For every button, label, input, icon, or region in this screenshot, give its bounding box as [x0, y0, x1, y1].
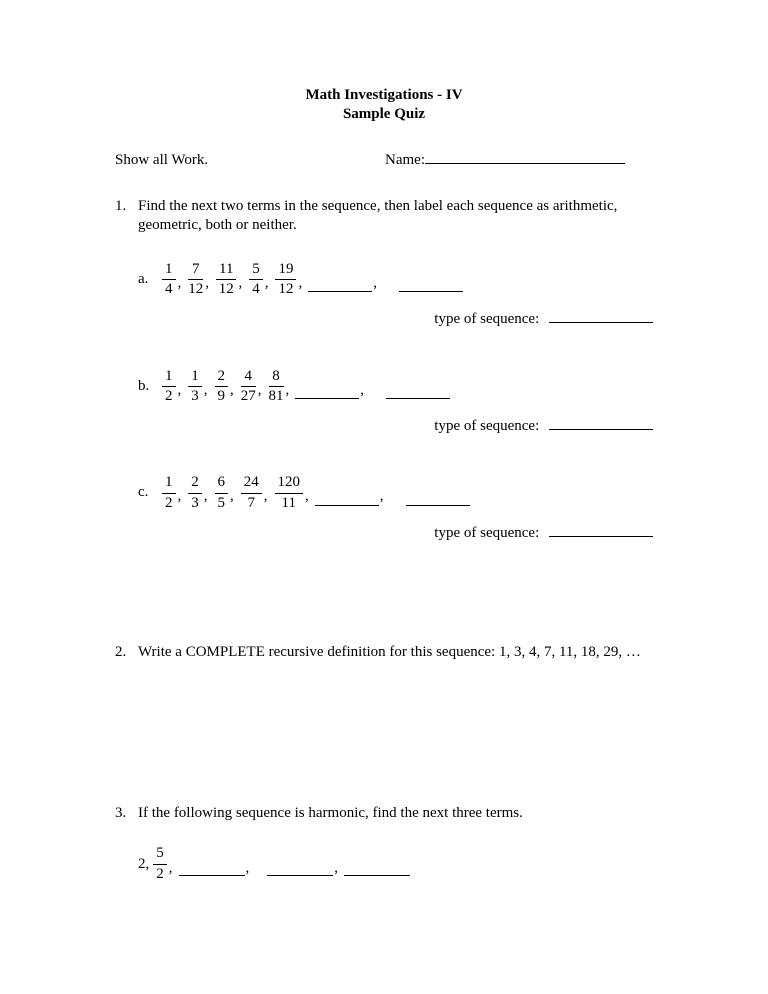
- answer-blank: [399, 279, 463, 292]
- answer-blank: [406, 493, 470, 506]
- fraction-numerator: 5: [153, 845, 167, 864]
- comma: ,: [379, 488, 384, 505]
- fraction-denominator: 27: [240, 387, 256, 404]
- answer-blank: [179, 863, 245, 876]
- fraction: [240, 474, 263, 512]
- question-2: [115, 643, 653, 662]
- fraction: [240, 368, 257, 406]
- fraction-denominator: 11: [281, 494, 296, 511]
- fraction: [214, 474, 230, 512]
- fraction-numerator: 7: [188, 261, 203, 280]
- sequence-part-b: [138, 368, 653, 437]
- comma: ,: [177, 381, 182, 398]
- fraction: [248, 261, 264, 299]
- question-2-number: 2.: [115, 644, 127, 660]
- fraction-numerator: 4: [241, 368, 256, 387]
- fraction-denominator: 2: [165, 494, 173, 511]
- sequence-row: [138, 261, 653, 299]
- comma: ,: [305, 488, 309, 505]
- fraction: [187, 368, 203, 406]
- type-of-sequence-label: type of sequence:: [434, 418, 540, 435]
- comma: ,: [263, 488, 268, 505]
- fraction-denominator: 2: [165, 387, 173, 404]
- answer-blank: [308, 279, 372, 292]
- fraction: [161, 474, 177, 512]
- fraction-denominator: 3: [191, 494, 199, 511]
- fraction-denominator: 9: [217, 387, 225, 404]
- part-label: c.: [138, 484, 149, 501]
- fraction-denominator: 12: [188, 281, 204, 298]
- fraction-sequence: [161, 261, 463, 299]
- document-subtitle: Sample Quiz: [342, 106, 426, 123]
- comma: ,: [245, 859, 250, 876]
- question-3-sequence-line: [115, 823, 653, 883]
- fraction-denominator: 5: [217, 494, 225, 511]
- fraction: [274, 474, 305, 512]
- type-of-sequence-row: [138, 417, 653, 436]
- name-field: [385, 148, 653, 170]
- comma: ,: [168, 859, 173, 876]
- fraction-numerator: 1: [188, 368, 202, 387]
- sequence-part-a: [138, 261, 653, 330]
- sequence-row: [138, 368, 653, 406]
- document-title-block: [115, 86, 653, 124]
- fraction-denominator: 2: [156, 865, 164, 882]
- question-1: [115, 197, 653, 235]
- fraction-denominator: 3: [191, 387, 199, 404]
- fraction-denominator: 4: [252, 281, 260, 298]
- answer-blank: [386, 386, 450, 399]
- comma: ,: [257, 381, 262, 398]
- fraction: [187, 474, 203, 512]
- sequence-row: [138, 474, 653, 512]
- answer-blank: [267, 863, 333, 876]
- fraction-numerator: 2: [215, 368, 229, 387]
- fraction-denominator: 7: [247, 494, 255, 511]
- instructions-text: Show all Work.: [115, 152, 209, 169]
- fraction: [161, 368, 177, 406]
- comma: ,: [203, 488, 208, 505]
- comma: ,: [230, 488, 234, 505]
- question-3-number: 3.: [115, 805, 127, 822]
- comma: ,: [203, 381, 208, 398]
- fraction-sequence: [161, 368, 450, 406]
- comma: ,: [205, 275, 209, 292]
- type-of-sequence-label: type of sequence:: [434, 311, 540, 328]
- fraction: [161, 261, 177, 299]
- fraction-numerator: 1: [162, 474, 176, 493]
- fraction-numerator: 1: [162, 368, 176, 387]
- type-of-sequence-blank: [549, 310, 653, 323]
- type-of-sequence-row: [138, 310, 653, 329]
- comma: ,: [177, 275, 182, 292]
- fraction: [215, 261, 237, 299]
- comma: ,: [230, 381, 234, 398]
- part-label: a.: [138, 271, 149, 288]
- fraction-numerator: 24: [241, 474, 262, 493]
- comma: ,: [334, 859, 338, 876]
- fraction-denominator: 12: [218, 281, 234, 298]
- part-label: b.: [138, 377, 150, 394]
- fraction: [268, 368, 285, 406]
- fraction: [214, 368, 230, 406]
- type-of-sequence-label: type of sequence:: [434, 524, 540, 541]
- fraction-numerator: 6: [215, 474, 229, 493]
- comma: ,: [373, 275, 377, 292]
- header-row: [115, 148, 653, 170]
- sequence-part-c: [138, 474, 653, 543]
- comma: ,: [177, 488, 182, 505]
- fraction-numerator: 2: [188, 474, 202, 493]
- fraction-denominator: 81: [268, 387, 284, 404]
- harmonic-sequence: [138, 845, 410, 883]
- fraction-numerator: 11: [216, 261, 236, 280]
- comma: ,: [298, 275, 303, 292]
- question-1-parts: [138, 261, 653, 543]
- comma: ,: [285, 381, 290, 398]
- comma: ,: [264, 275, 269, 292]
- fraction: [152, 845, 168, 883]
- question-1-number: 1.: [115, 197, 127, 214]
- sequence-first-term: 2,: [138, 855, 150, 872]
- answer-blank: [315, 493, 379, 506]
- fraction: [187, 261, 204, 299]
- question-2-prompt: Write a COMPLETE recursive definition for this sequence: 1, 3, 4, 7, 11, 18, 29, …: [138, 644, 641, 660]
- comma: ,: [238, 275, 243, 292]
- comma: ,: [360, 381, 364, 398]
- fraction-numerator: 19: [275, 261, 296, 280]
- question-3: [115, 804, 653, 823]
- type-of-sequence-blank: [549, 524, 653, 537]
- type-of-sequence-blank: [549, 417, 653, 430]
- question-3-prompt: If the following sequence is harmonic, find the next three terms.: [138, 805, 523, 822]
- fraction: [274, 261, 297, 299]
- answer-blank: [344, 863, 410, 876]
- fraction-numerator: 5: [249, 261, 263, 280]
- fraction-numerator: 8: [269, 368, 284, 387]
- name-blank: [425, 148, 625, 164]
- fraction-sequence: [161, 474, 470, 512]
- name-label: Name:: [385, 152, 425, 169]
- question-1-prompt: Find the next two terms in the sequence, then label each sequence as arithmetic, geometric, both or neither.: [138, 197, 618, 233]
- type-of-sequence-row: [138, 524, 653, 543]
- fraction-denominator: 12: [278, 281, 294, 298]
- fraction-numerator: 1: [162, 261, 176, 280]
- fraction-numerator: 120: [275, 474, 304, 493]
- document-title: Math Investigations - IV: [305, 87, 463, 103]
- answer-blank: [295, 386, 359, 399]
- fraction-denominator: 4: [165, 281, 173, 298]
